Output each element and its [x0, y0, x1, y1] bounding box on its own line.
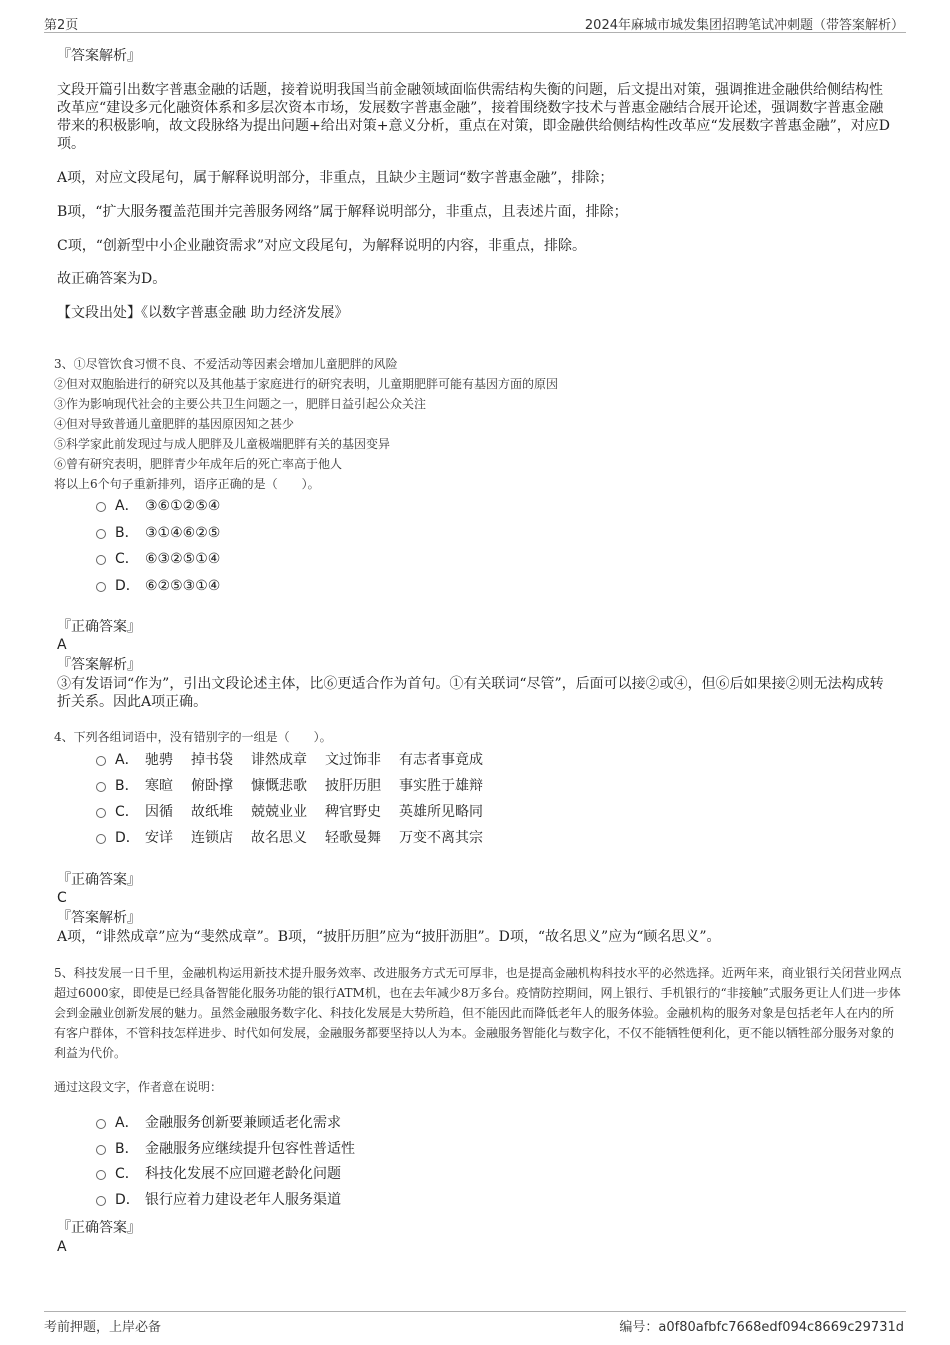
- q3-stem-line: 3、①尽管饮食习惯不良、不爱活动等因素会增加儿童肥胖的风险: [54, 357, 398, 371]
- radio-icon[interactable]: [96, 529, 106, 539]
- q3-stem-line: ②但对双胞胎进行的研究以及其他基于家庭进行的研究表明，儿童期肥胖可能有基因方面的原因: [54, 377, 559, 391]
- q3-option-b[interactable]: B． ③①④⑥②⑤: [96, 523, 220, 543]
- radio-icon[interactable]: [96, 1145, 106, 1155]
- page-header: [44, 12, 906, 33]
- q3-answer-label: 『正确答案』: [57, 619, 141, 635]
- q4-analysis-label: 『答案解析』: [57, 910, 141, 926]
- q5-stem: 5、科技发展一日千里，金融机构运用新技术提升服务效率、改进服务方式无可厚非，也是提高金融机构科技水平的必然选择。近两年来，商业银行关闭营业网点超过6000家，即使是已经具备智能化服务功能的银行ATM机，也在去年减少8万多台。疫情防控期间，网上银行、手机银行的“非接触”式服务更让人们进一步体会到金融业创新发展的魅力。虽然金融服务数字化、科技化发展是大势所趋，但不能因此而降低老年人的服务体验。金融机构的服务对象是包括老年人在内的所有客户群体，不管科技怎样进步、时代如何发展，金融服务都要坚持以人为本。金融服务智能化与数字化，不仅不能牺牲便利化，更不能以牺牲部分服务对象的利益为代价。: [54, 966, 902, 1060]
- q3-option-c[interactable]: C． ⑥③②⑤①④: [96, 549, 220, 569]
- q3-stem-line: ④但对导致普通儿童肥胖的基因原因知之甚少: [54, 417, 295, 431]
- q3-stem-line: ⑥曾有研究表明，肥胖青少年成年后的死亡率高于他人: [54, 457, 343, 471]
- q5-question: 通过这段文字，作者意在说明：: [54, 1080, 223, 1094]
- q3-option-a[interactable]: A． ③⑥①②⑤④: [96, 496, 220, 516]
- radio-icon[interactable]: [96, 808, 106, 818]
- q3-analysis: ③有发语词“作为”，引出文段论述主体，比⑥更适合作为首句。①有关联词“尽管”，后面可以接②或④，但⑥后如果接②则无法构成转折关系。因此A项正确。: [57, 676, 884, 710]
- radio-icon[interactable]: [96, 582, 106, 592]
- q5-option-c[interactable]: C． 科技化发展不应回避老龄化问题: [96, 1164, 341, 1184]
- q2-analysis-label: 『答案解析』: [57, 48, 141, 64]
- radio-icon[interactable]: [96, 502, 106, 512]
- radio-icon[interactable]: [96, 555, 106, 565]
- q4-answer: C: [57, 890, 67, 906]
- radio-icon[interactable]: [96, 1196, 106, 1206]
- radio-icon[interactable]: [96, 756, 106, 766]
- q5-answer: A: [57, 1239, 67, 1255]
- q3-analysis-label: 『答案解析』: [57, 657, 141, 673]
- q2-analysis-paragraph: 文段开篇引出数字普惠金融的话题，接着说明我国当前金融领域面临供需结构失衡的问题，后文提出对策，强调推进金融供给侧结构性改革应“建设多元化融资体系和多层次资本市场，发展数字普惠金融”，接着围绕数字技术与普惠金融结合展开论述，强调数字普惠金融带来的积极影响，故文段脉络为提出问题+给出对策+意义分析，重点在对策，即金融供给侧结构性改革应“发展数字普惠金融”，对应D项。: [57, 82, 890, 152]
- q4-option-a[interactable]: A． 驰骋 掉书袋 诽然成章 文过饰非 有志者事竟成: [96, 750, 501, 770]
- radio-icon[interactable]: [96, 1170, 106, 1180]
- q2-source: 【文段出处】《以数字普惠金融 助力经济发展》: [57, 305, 349, 321]
- q4-option-b[interactable]: B． 寒暄 俯卧撑 慷慨悲歌 披肝历胆 事实胜于雄辩: [96, 776, 501, 796]
- radio-icon[interactable]: [96, 834, 106, 844]
- document-id: 编号：a0f80afbfc7668edf094c8669c29731d: [619, 1320, 904, 1335]
- radio-icon[interactable]: [96, 1119, 106, 1129]
- q3-answer: A: [57, 637, 67, 653]
- q5-option-a[interactable]: A． 金融服务创新要兼顾适老化需求: [96, 1113, 341, 1133]
- q4-option-c[interactable]: C． 因循 故纸堆 兢兢业业 稗官野史 英雄所见略同: [96, 802, 501, 822]
- q3-option-d[interactable]: D． ⑥②⑤③①④: [96, 576, 220, 596]
- q4-stem: 4、下列各组词语中，没有错别字的一组是（ ）。: [54, 730, 332, 744]
- q3-stem-line: ⑤科学家此前发现过与成人肥胖及儿童极端肥胖有关的基因变异: [54, 437, 391, 451]
- q3-stem-line: ③作为影响现代社会的主要公共卫生问题之一，肥胖日益引起公众关注: [54, 397, 427, 411]
- page-footer: [44, 1311, 906, 1334]
- q5-option-b[interactable]: B． 金融服务应继续提升包容性普适性: [96, 1139, 355, 1159]
- q2-analysis-c: C项，“创新型中小企业融资需求”对应文段尾句，为解释说明的内容，非重点，排除。: [57, 238, 587, 254]
- q2-analysis-a: A项，对应文段尾句，属于解释说明部分，非重点，且缺少主题词“数字普惠金融”，排除；: [57, 170, 614, 186]
- q4-option-d[interactable]: D． 安详 连锁店 故名思义 轻歌曼舞 万变不离其宗: [96, 828, 501, 848]
- q5-option-d[interactable]: D． 银行应着力建设老年人服务渠道: [96, 1190, 341, 1210]
- q2-analysis-b: B项，“扩大服务覆盖范围并完善服务网络”属于解释说明部分，非重点，且表述片面，排除；: [57, 204, 628, 220]
- q2-conclusion: 故正确答案为D。: [57, 271, 167, 287]
- radio-icon[interactable]: [96, 782, 106, 792]
- q4-analysis: A项，“诽然成章”应为“斐然成章”。B项，“披肝历胆”应为“披肝沥胆”。D项，“故名思义”应为“顾名思义”。: [57, 929, 721, 945]
- page-number: 第2页: [44, 18, 79, 33]
- document-title: 2024年麻城市城发集团招聘笔试冲刺题（带答案解析）: [584, 18, 904, 33]
- q5-answer-label: 『正确答案』: [57, 1220, 141, 1236]
- q4-answer-label: 『正确答案』: [57, 872, 141, 888]
- q3-stem-question: 将以上6个句子重新排列，语序正确的是（ ）。: [54, 477, 320, 491]
- footer-slogan: 考前押题，上岸必备: [44, 1320, 162, 1335]
